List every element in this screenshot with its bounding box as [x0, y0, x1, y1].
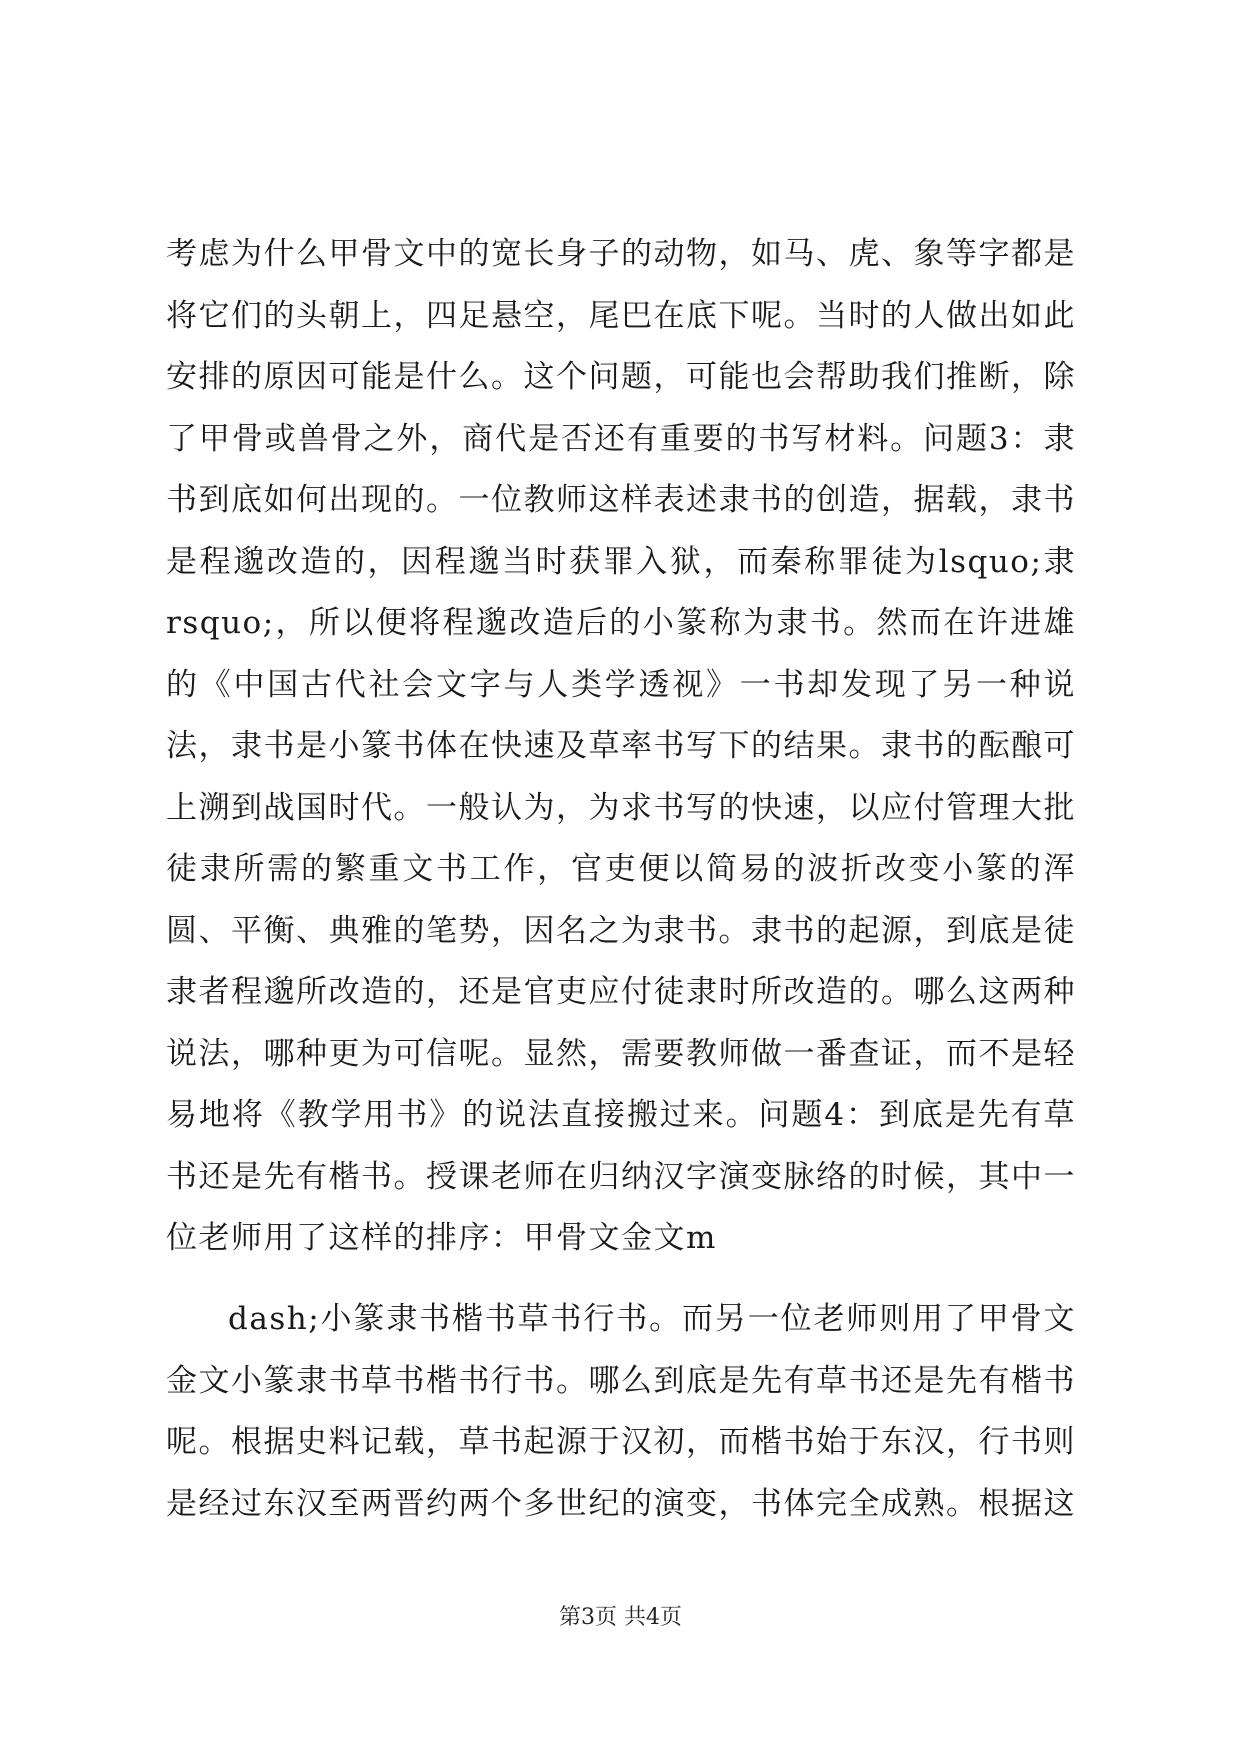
body-paragraph-2: dash;小篆隶书楷书草书行书。而另一位老师则用了甲骨文金文小篆隶书草书楷书行书。哪么到底是先有草书还是先有楷书呢。根据史料记载，草书起源于汉初，而楷书始于东汉，行书则是经过东汉至两晋约两个多世纪的演变，书体完全成熟。根据这 — [166, 1301, 1076, 1522]
body-paragraph-1: 考虑为什么甲骨文中的宽长身子的动物，如马、虎、象等字都是将它们的头朝上，四足悬空，尾巴在底下呢。当时的人做出如此安排的原因可能是什么。这个问题，可能也会帮助我们推断，除了甲骨或兽骨之外，商代是否还有重要的书写材料。问题3：隶书到底如何出现的。一位教师这样表述隶书的创造，据载，隶书是程邈改造的，因程邈当时获罪入狱，而秦称罪徒为lsquo;隶rsquo;，所以便将程邈改造后的小篆称为隶书。然而在许进雄的《中国古代社会文字与人类学透视》一书却发现了另一种说法，隶书是小篆书体在快速及草率书写下的结果。隶书的酝酿可上溯到战国时代。一般认为，为求书写的快速，以应付管理大批徒隶所需的繁重文书工作，官吏便以简易的波折改变小篆的浑圆、平衡、典雅的笔势，因名之为隶书。隶书的起源，到底是徒隶者程邈所改造的，还是官吏应付徒隶时所改造的。哪么这两种说法，哪种更为可信呢。显然，需要教师做一番查证，而不是轻易地将《教学用书》的说法直接搬过来。问题4：到底是先有草书还是先有楷书。授课老师在归纳汉字演变脉络的时候，其中一位老师用了这样的排序：甲骨文金文m — [166, 236, 1076, 1256]
page-number-footer: 第3页 共4页 — [559, 1605, 682, 1630]
